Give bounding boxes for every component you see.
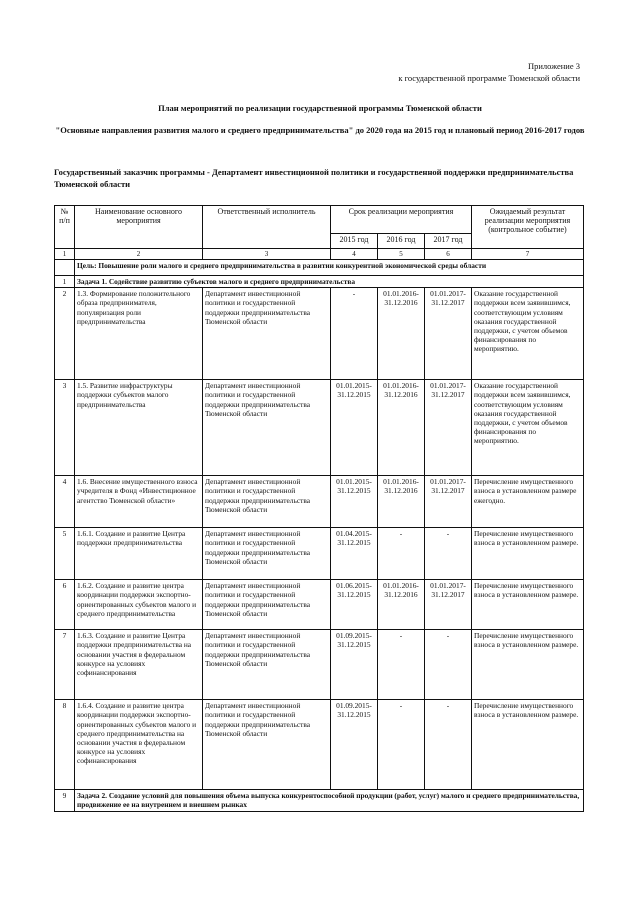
row-2015: 01.01.2015-31.12.2015 [331,476,378,528]
header-name: Наименование основного мероприятия [75,206,203,249]
row-2015: 01.06.2015-31.12.2015 [331,580,378,630]
table-row [55,580,584,630]
row-name: 1.6. Внесение имущественного взноса учредителя в Фонд «Инвестиционное агентство Тюменской области» [75,476,203,528]
row-name: 1.6.2. Создание и развитие центра координации поддержки экспортно-ориентированных субъектов малого и среднего предпринимательства [75,580,203,630]
row-2016: 01.01.2016-31.12.2016 [378,380,425,476]
state-customer: Государственный заказчик программы - Департамент инвестиционной политики и государственной поддержки предпринимательства Тюменской области [54,167,574,189]
row-num: 5 [55,528,75,580]
task-num: 9 [55,790,75,812]
row-2017: 01.01.2017-31.12.2017 [425,580,472,630]
row-num: 6 [55,580,75,630]
row-2017: 01.01.2017-31.12.2017 [425,288,472,380]
column-numbers-row [55,249,584,260]
row-num: 4 [55,476,75,528]
row-executor: Департамент инвестиционной политики и государственной поддержки предпринимательства Тюменской области [203,528,331,580]
header-row [55,206,584,234]
row-executor: Департамент инвестиционной политики и государственной поддержки предпринимательства Тюменской области [203,580,331,630]
row-name: 1.6.3. Создание и развитие Центра поддержки предпринимательства на основании участия в федеральном конкурсе на условиях софинансирования [75,630,203,700]
col-number: 3 [203,249,331,260]
table-row [55,630,584,700]
header-2015: 2015 год [331,233,378,248]
col-number: 1 [55,249,75,260]
table-row [55,288,584,380]
row-2017: 01.01.2017-31.12.2017 [425,380,472,476]
row-executor: Департамент инвестиционной политики и государственной поддержки предпринимательства Тюменской области [203,380,331,476]
row-2015: 01.04.2015-31.12.2015 [331,528,378,580]
header-2017: 2017 год [425,233,472,248]
row-2016: - [378,630,425,700]
plan-table [54,205,584,812]
row-2015: 01.01.2015-31.12.2015 [331,380,378,476]
task-text: Задача 2. Создание условий для повышения объема выпуска конкурентоспособной продукции (работ, услуг) малого и среднего предпринимательства, продвижение ее на внутреннем и внешнем рынках [75,790,584,812]
program-title: "Основные направления развития малого и среднего предпринимательства" до 2020 года на 2015 год и плановый период 2016-2017 годов [55,125,585,135]
row-num: 2 [55,288,75,380]
row-2015: 01.09.2015-31.12.2015 [331,630,378,700]
row-2017: - [425,528,472,580]
task-row [55,790,584,812]
appendix-number: Приложение 3 [528,61,580,71]
row-2015: - [331,288,378,380]
row-2016: - [378,700,425,790]
goal-row [55,260,584,276]
table-row [55,528,584,580]
col-number: 4 [331,249,378,260]
row-num: 3 [55,380,75,476]
task-num: 1 [55,276,75,288]
col-number: 6 [425,249,472,260]
row-name: 1.6.4. Создание и развитие центра координации поддержки экспортно-ориентированных субъектов малого и среднего предпринимательства на основании участия в федеральном конкурсе на условиях софинансирования [75,700,203,790]
table-row [55,380,584,476]
row-executor: Департамент инвестиционной политики и государственной поддержки предпринимательства Тюменской области [203,630,331,700]
row-executor: Департамент инвестиционной политики и государственной поддержки предпринимательства Тюменской области [203,288,331,380]
row-num: 8 [55,700,75,790]
row-2016: 01.01.2016-31.12.2016 [378,288,425,380]
appendix-program-ref: к государственной программе Тюменской области [398,73,580,83]
row-2017: - [425,700,472,790]
row-2016: - [378,528,425,580]
header-num: № п/п [55,206,75,249]
row-num: 7 [55,630,75,700]
row-result: Оказание государственной поддержки всем заявившимся, соответствующим условиям оказания государственной поддержки, с учетом объемов финансирования по мероприятию. [472,380,584,476]
header-period: Срок реализации мероприятия [331,206,472,234]
row-2016: 01.01.2016-31.12.2016 [378,476,425,528]
row-2017: 01.01.2017-31.12.2017 [425,476,472,528]
row-result: Перечисление имущественного взноса в установленном размере. [472,700,584,790]
header-executor: Ответственный исполнитель [203,206,331,249]
table-row [55,700,584,790]
row-name: 1.6.1. Создание и развитие Центра поддержки предпринимательства [75,528,203,580]
goal-num-cell [55,260,75,276]
col-number: 5 [378,249,425,260]
appendix-header [398,60,580,84]
goal-text: Цель: Повышение роли малого и среднего предпринимательства в развитии конкурентной экономической среды области [75,260,584,276]
col-number: 2 [75,249,203,260]
row-name: 1.3. Формирование положительного образа предпринимателя, популяризация роли предпринимательства [75,288,203,380]
row-2017: - [425,630,472,700]
col-number: 7 [472,249,584,260]
row-result: Оказание государственной поддержки всем заявившимся, соответствующим условиям оказания государственной поддержки, с учетом объемов финансирования по мероприятию. [472,288,584,380]
row-executor: Департамент инвестиционной политики и государственной поддержки предпринимательства Тюменской области [203,700,331,790]
document-title [50,102,590,136]
row-result: Перечисление имущественного взноса в установленном размере ежегодно. [472,476,584,528]
header-2016: 2016 год [378,233,425,248]
row-result: Перечисление имущественного взноса в установленном размере. [472,630,584,700]
task-text: Задача 1. Содействие развитию субъектов малого и среднего предпринимательства [75,276,584,288]
plan-title: План мероприятий по реализации государственной программы Тюменской области [158,103,482,113]
header-result: Ожидаемый результат реализации мероприятия (контрольное событие) [472,206,584,249]
row-result: Перечисление имущественного взноса в установленном размере. [472,580,584,630]
table-row [55,476,584,528]
task-row [55,276,584,288]
row-result: Перечисление имущественного взноса в установленном размере. [472,528,584,580]
row-2015: 01.09.2015-31.12.2015 [331,700,378,790]
row-2016: 01.01.2016-31.12.2016 [378,580,425,630]
row-executor: Департамент инвестиционной политики и государственной поддержки предпринимательства Тюменской области [203,476,331,528]
row-name: 1.5. Развитие инфраструктуры поддержки субъектов малого предпринимательства [75,380,203,476]
